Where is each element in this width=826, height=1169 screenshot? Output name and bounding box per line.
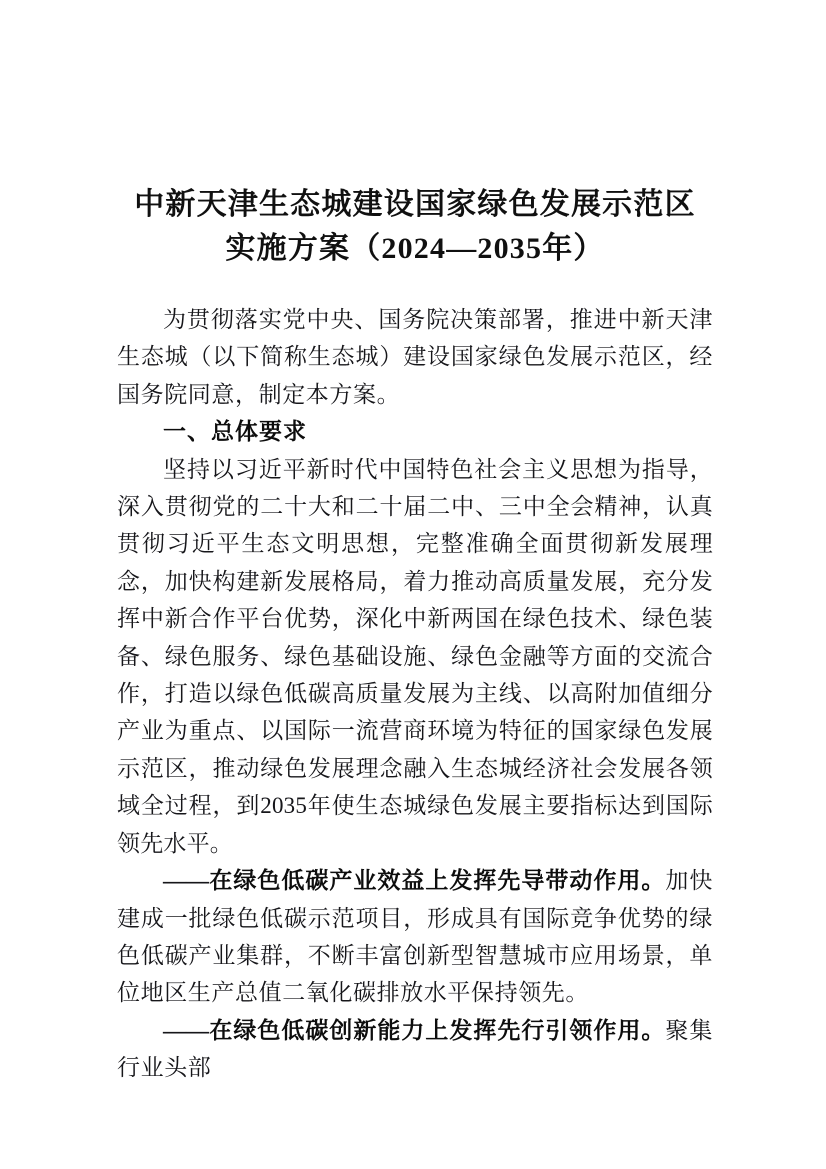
section-heading-general-requirements: 一、总体要求 (163, 418, 307, 445)
document-body (117, 301, 713, 1087)
page-title (117, 0, 713, 271)
paragraph-preamble: 为贯彻落实党中央、国务院决策部署，推进中新天津生态城（以下简称生态城）建设国家绿色发展示范区，经国务院同意，制定本方案。 (117, 307, 713, 407)
bullet-lead-industry-benefit: 在绿色低碳产业效益上发挥先导带动作用。 (209, 868, 666, 894)
title-line-1: 中新天津生态城建设国家绿色发展示范区 (134, 188, 696, 221)
title-line-2: 实施方案（2024—2035年） (225, 232, 605, 265)
bullet-body-innovation-capacity: 聚集行业头部 (117, 1017, 714, 1081)
em-dash-marker: —— (163, 868, 209, 894)
bullet-lead-innovation-capacity: 在绿色低碳创新能力上发挥先行引领作用。 (209, 1017, 666, 1043)
paragraph-bullet-industry-benefit (117, 862, 713, 1012)
em-dash-marker: —— (163, 1017, 209, 1043)
bullet-body-industry-benefit: 加快建成一批绿色低碳示范项目，形成具有国际竞争优势的绿色低碳产业集群，不断丰富创新型智慧城市应用场景，单位地区生产总值二氧化碳排放水平保持领先。 (117, 868, 714, 1006)
paragraph-overall-requirements: 坚持以习近平新时代中国特色社会主义思想为指导，深入贯彻党的二十大和二十届二中、三中全会精神，认真贯彻习近平生态文明思想，完整准确全面贯彻新发展理念，加快构建新发展格局，着力推动高质量发展，充分发挥中新合作平台优势，深化中新两国在绿色技术、绿色装备、绿色服务、绿色基础设施、绿色金融等方面的交流合作，打造以绿色低碳高质量发展为主线、以高附加值细分产业为重点、以国际一流营商环境为特征的国家绿色发展示范区，推动绿色发展理念融入生态城经济社会发展各领域全过程，到2035年使生态城绿色发展主要指标达到国际领先水平。 (117, 456, 713, 856)
paragraph-bullet-innovation-capacity (117, 1012, 713, 1087)
document-content (117, 0, 713, 1087)
